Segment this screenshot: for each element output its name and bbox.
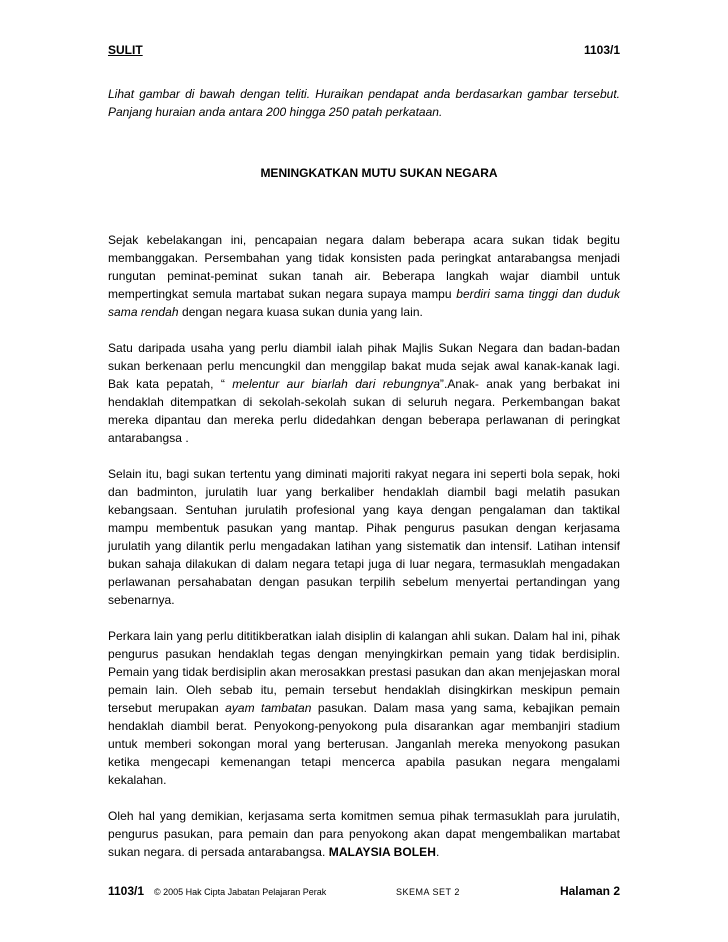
paragraph-4-idiom: ayam tambatan [225, 701, 312, 715]
paragraph-1-text-a: Sejak kebelakangan ini, pencapaian negara dalam beberapa acara sukan tidak begitu membanggakan. Persembahan yang tidak konsisten pada peringkat antarabangsa menjadi rungutan peminat-peminat sukan tanah air. Beberapa langkah wajar diambil untuk mempertingkat semula martabat sukan negara supaya mampu [108, 233, 620, 301]
paragraph-2-proverb: melentur aur biarlah dari rebungnya [232, 377, 440, 391]
paragraph-2-text-a: Satu daripada usaha yang perlu diambil ialah pihak Majlis Sukan Negara dan badan-badan sukan berkenaan perlu mencungkil dan menggilap bakat muda sejak awal kanak-kanak lagi. Bak kata pepatah, “ [108, 341, 620, 391]
paragraph-5 [108, 807, 620, 861]
paragraph-5-text-a: Oleh hal yang demikian, kerjasama serta komitmen semua pihak termasuklah para jurulatih, pengurus pasukan, para pemain dan para penyokong akan dapat mengembalikan martabat sukan negara. di persada antarabangsa. [108, 809, 620, 859]
paragraph-5-slogan: MALAYSIA BOLEH [328, 845, 436, 859]
footer-paper-code: 1103/1 [108, 884, 145, 898]
question-instruction: Lihat gambar di bawah dengan teliti. Huraikan pendapat anda berdasarkan gambar tersebut. Panjang huraian anda antara 200 hingga 250 patah perkataan. [108, 87, 620, 119]
paragraph-3: Selain itu, bagi sukan tertentu yang diminati majoriti rakyat negara ini seperti bola sepak, hoki dan badminton, jurulatih luar yang berkaliber hendaklah diambil bagi melatih pasukan kebangsaan. Sentuhan jurulatih profesional yang kaya dengan pengalaman dan taktikal mampu membentuk pasukan yang mantap. Pihak pengurus pasukan dengan kerjasama jurulatih yang dilantik perlu mengadakan latihan yang sistematik dan intensif. Latihan intensif bukan sahaja dilakukan di dalam negara tetapi juga di luar negara, termasuklah mengadakan perlawanan persahabatan dengan pasukan terpilih sebelum menyertai pertandingan yang sebenarnya. [108, 467, 620, 607]
paragraph-1-idiom: berdiri sama tinggi dan duduk sama rendah [108, 287, 620, 319]
footer-page-number: Halaman 2 [559, 884, 620, 898]
paragraph-4 [108, 627, 620, 789]
footer-skema-label: SKEMA SET 2 [396, 887, 460, 897]
paragraph-5-text-b: . [435, 845, 440, 859]
paragraph-2-text-b: ”.Anak- anak yang berbakat ini hendaklah ditempatkan di sekolah-sekolah sukan di seluruh negara. Perkembangan bakat mereka dipantau dan mereka perlu didedahkan dengan beberapa perlawanan di peringkat antarabangsa . [108, 377, 621, 445]
essay-body [108, 231, 620, 879]
paragraph-1-text-b: dengan negara kuasa sukan dunia yang lain. [178, 305, 423, 319]
document-page [108, 0, 620, 942]
paragraph-4-text-a: Perkara lain yang perlu dititikberatkan ialah disiplin di kalangan ahli sukan. Dalam hal ini, pihak pengurus pasukan hendaklah tegas dengan menyingkirkan pemain yang tidak berdisiplin. Pemain yang tidak berdisiplin akan merosakkan prestasi pasukan dan akan menjejaskan moral pemain lain. Oleh sebab itu, pemain tersebut hendaklah disingkirkan meskipun pemain tersebut merupakan [108, 629, 620, 715]
header-classification: SULIT [108, 43, 143, 57]
page-header [108, 43, 620, 58]
paragraph-1 [108, 231, 620, 321]
page-footer [108, 883, 620, 899]
essay-title: MENINGKATKAN MUTU SUKAN NEGARA [260, 166, 498, 180]
paragraph-4-text-b: pasukan. Dalam masa yang sama, kebajikan pemain hendaklah diambil berat. Penyokong-penyokong pula disarankan agar membanjiri stadium untuk memberi sokongan moral yang berterusan. Janganlah mereka menyokong pasukan ketika mengecapi kemenangan tetapi mencerca apabila pasukan negara mengalami kekalahan. [108, 701, 620, 787]
header-paper-code: 1103/1 [583, 43, 620, 57]
footer-copyright: © 2005 Hak Cipta Jabatan Pelajaran Perak [154, 887, 327, 897]
paragraph-2 [108, 339, 620, 447]
